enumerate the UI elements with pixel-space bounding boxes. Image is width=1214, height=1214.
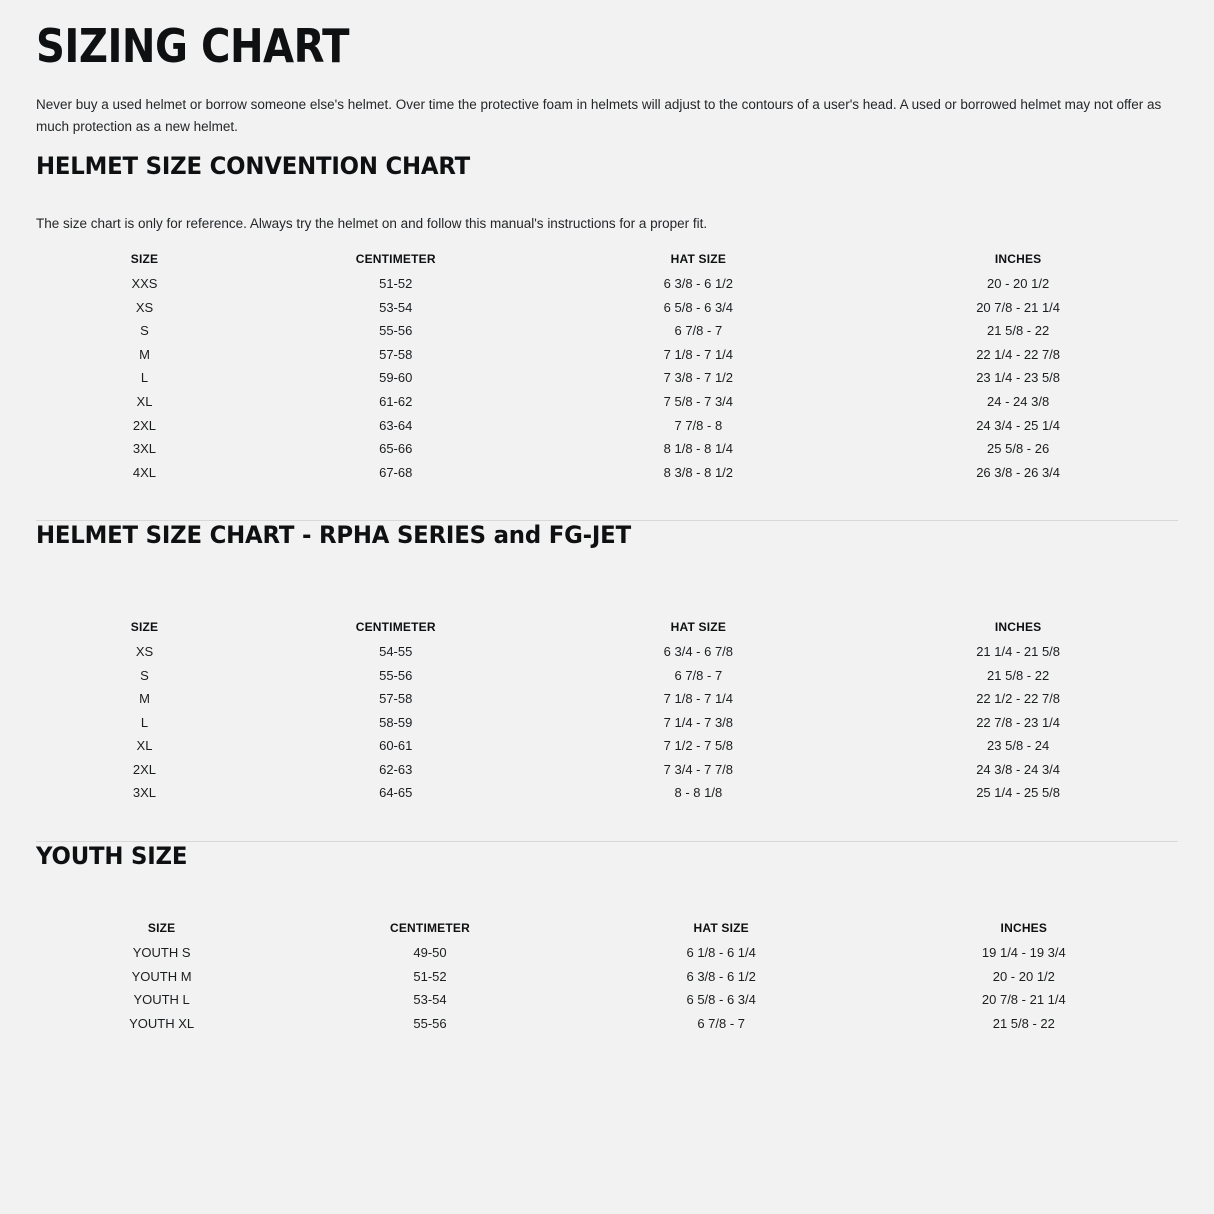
cell-size: XS [135,299,154,315]
cell-size: S [140,323,149,339]
cell-inches: 20 - 20 1/2 [992,968,1055,984]
cell-inches: 21 5/8 - 22 [987,667,1050,683]
column-header-inches: INCHES [994,620,1042,635]
cell-hat-size: 8 1/8 - 8 1/4 [663,441,734,457]
column-header-centimeter: CENTIMETER [355,620,436,635]
cell-hat-size: 8 3/8 - 8 1/2 [663,464,734,480]
cell-centimeter: 58-59 [379,714,413,730]
cell-centimeter: 59-60 [379,370,413,386]
section-note-convention-chart: The size chart is only for reference. Always try the helmet on and follow this manual's instructions for a proper fit. [36,215,708,231]
cell-centimeter: 67-68 [379,464,413,480]
column-header-centimeter: CENTIMETER [389,921,470,936]
cell-size: YOUTH M [131,968,192,984]
table-header-row [36,615,1178,640]
cell-inches: 23 5/8 - 24 [987,738,1050,754]
spacer [36,870,1178,902]
cell-centimeter: 55-56 [379,667,413,683]
table-row [36,296,1178,320]
cell-size: M [139,346,150,362]
column-header-centimeter: CENTIMETER [355,252,436,267]
table-header-row [36,247,1178,272]
cell-inches: 20 7/8 - 21 1/4 [976,299,1061,315]
cell-centimeter: 64-65 [379,785,413,801]
cell-inches: 23 1/4 - 23 5/8 [976,370,1061,386]
cell-inches: 24 3/8 - 24 3/4 [976,761,1061,777]
cell-hat-size: 7 3/8 - 7 1/2 [663,370,734,386]
table-youth-size [36,916,1178,1035]
cell-inches: 24 3/4 - 25 1/4 [976,417,1061,433]
intro-paragraph: Never buy a used helmet or borrow someone else's helmet. Over time the protective foam in helmets will adjust to the contours of a user's head. A used or borrowed helmet may not offer as much protection as a new helmet. [36,97,1162,135]
table-row [36,640,1178,664]
cell-hat-size: 7 1/8 - 7 1/4 [663,691,734,707]
cell-hat-size: 7 7/8 - 8 [674,417,723,433]
table-row [36,390,1178,414]
column-header-size: SIZE [130,620,159,635]
cell-centimeter: 49-50 [413,945,447,961]
cell-inches: 21 5/8 - 22 [987,323,1050,339]
cell-centimeter: 63-64 [379,417,413,433]
cell-centimeter: 60-61 [379,738,413,754]
cell-size: XXS [131,276,158,292]
cell-size: L [140,370,149,386]
cell-hat-size: 7 1/4 - 7 3/8 [663,714,734,730]
cell-inches: 22 1/2 - 22 7/8 [976,691,1061,707]
table-row [36,319,1178,343]
cell-hat-size: 6 7/8 - 7 [697,1015,746,1031]
table-header-row [36,916,1178,941]
table-row [36,988,1178,1012]
section-heading-youth-size: YOUTH SIZE [36,842,188,871]
cell-size: 4XL [132,464,157,480]
cell-hat-size: 6 3/8 - 6 1/2 [686,968,756,984]
column-header-hat-size: HAT SIZE [670,252,727,267]
page-title: SIZING CHART [36,19,349,73]
table-row [36,366,1178,390]
cell-size: 2XL [132,761,157,777]
column-header-size: SIZE [130,252,159,267]
cell-size: YOUTH L [133,992,190,1008]
column-header-hat-size: HAT SIZE [670,620,727,635]
cell-hat-size: 6 3/4 - 6 7/8 [663,644,734,660]
spacer [36,549,1178,603]
cell-size: YOUTH S [132,945,191,961]
table-row [36,343,1178,367]
column-header-hat-size: HAT SIZE [693,921,749,936]
table-rpha-series [36,615,1178,805]
table-row [36,437,1178,461]
cell-hat-size: 6 1/8 - 6 1/4 [686,945,756,961]
table-row [36,1012,1178,1036]
table-row [36,664,1178,688]
column-header-inches: INCHES [994,252,1042,267]
column-header-inches: INCHES [1000,921,1048,936]
cell-size: M [139,691,150,707]
cell-size: 2XL [132,417,157,433]
cell-hat-size: 6 7/8 - 7 [674,667,723,683]
cell-size: XS [135,644,154,660]
cell-size: YOUTH XL [129,1015,195,1031]
cell-inches: 26 3/8 - 26 3/4 [976,464,1061,480]
cell-centimeter: 55-56 [413,1015,447,1031]
table-row [36,965,1178,989]
cell-inches: 25 5/8 - 26 [987,441,1050,457]
cell-centimeter: 53-54 [413,992,447,1008]
cell-centimeter: 51-52 [413,968,447,984]
cell-hat-size: 8 - 8 1/8 [674,785,723,801]
cell-hat-size: 6 7/8 - 7 [674,323,723,339]
cell-centimeter: 62-63 [379,761,413,777]
cell-inches: 19 1/4 - 19 3/4 [981,945,1066,961]
cell-hat-size: 7 1/2 - 7 5/8 [663,738,734,754]
cell-hat-size: 6 3/8 - 6 1/2 [663,276,734,292]
table-convention-chart [36,247,1178,484]
cell-size: L [140,714,149,730]
table-row [36,758,1178,782]
cell-hat-size: 6 5/8 - 6 3/4 [686,992,756,1008]
cell-inches: 22 1/4 - 22 7/8 [976,346,1061,362]
table-row [36,711,1178,735]
cell-inches: 24 - 24 3/8 [987,394,1050,409]
cell-centimeter: 54-55 [379,644,413,660]
cell-hat-size: 6 5/8 - 6 3/4 [663,299,734,315]
section-heading-rpha-series: HELMET SIZE CHART - RPHA SERIES and FG-JET [36,521,631,550]
cell-size: XL [136,738,153,754]
table-row [36,734,1178,758]
cell-inches: 21 1/4 - 21 5/8 [976,644,1061,660]
cell-centimeter: 53-54 [379,299,413,315]
cell-centimeter: 65-66 [379,441,413,457]
cell-size: S [140,667,149,683]
cell-size: XL [136,394,153,409]
section-heading-convention-chart: HELMET SIZE CONVENTION CHART [36,151,471,180]
cell-centimeter: 61-62 [379,394,413,409]
cell-inches: 25 1/4 - 25 5/8 [976,785,1061,801]
table-row [36,781,1178,805]
cell-inches: 21 5/8 - 22 [992,1015,1055,1031]
cell-inches: 22 7/8 - 23 1/4 [976,714,1061,730]
cell-centimeter: 57-58 [379,691,413,707]
cell-size: 3XL [132,441,157,457]
table-row [36,461,1178,485]
cell-centimeter: 55-56 [379,323,413,339]
cell-hat-size: 7 1/8 - 7 1/4 [663,346,734,362]
column-header-size: SIZE [147,921,176,936]
cell-hat-size: 7 3/4 - 7 7/8 [663,761,734,777]
cell-size: 3XL [132,785,157,801]
cell-inches: 20 7/8 - 21 1/4 [981,992,1066,1008]
cell-hat-size: 7 5/8 - 7 3/4 [663,394,734,409]
cell-inches: 20 - 20 1/2 [987,276,1050,292]
table-row [36,414,1178,438]
cell-centimeter: 57-58 [379,346,413,362]
table-row [36,941,1178,965]
table-row [36,687,1178,711]
cell-centimeter: 51-52 [379,276,413,292]
table-row [36,272,1178,296]
